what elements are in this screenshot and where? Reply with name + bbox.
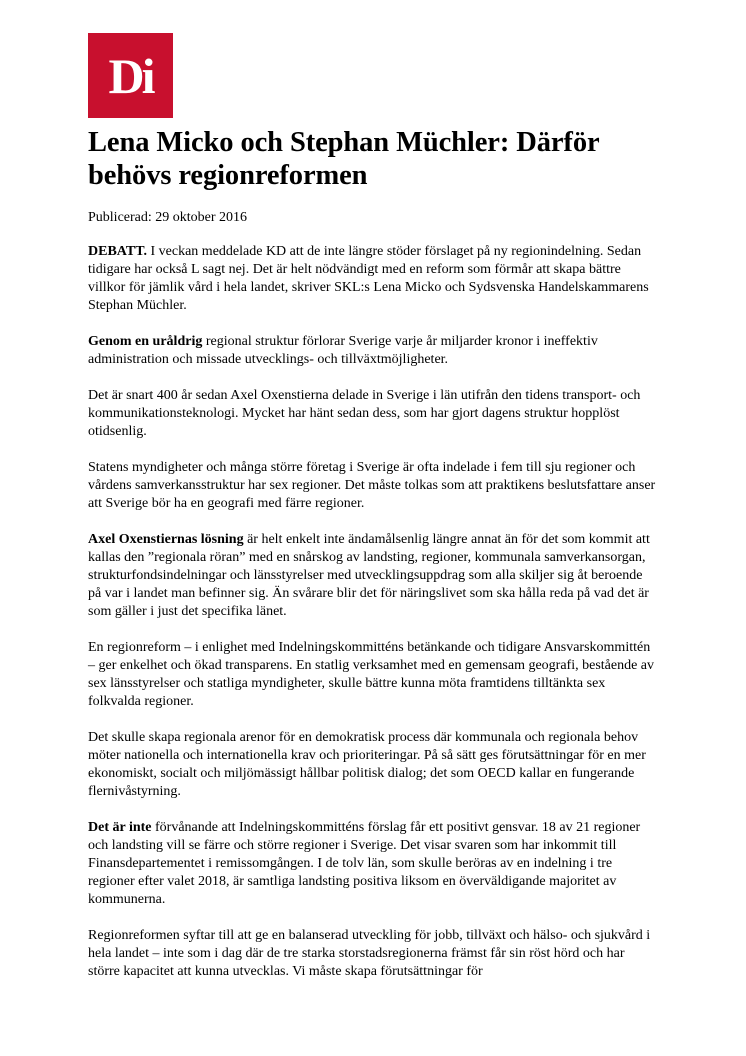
paragraph-text: Statens myndigheter och många större företag i Sverige är ofta indelade i fem till sju regioner och vårdens samverkansstruktur har sex regioner. Det måste tolkas som att praktikens beslutsfattare anser att Sverige bör ha en geografi med färre regioner. — [88, 460, 656, 511]
article-title: Lena Micko och Stephan Müchler: Därför behövs regionreformen — [88, 127, 600, 191]
paragraph-lead: Genom en uråldrig — [88, 334, 203, 349]
paragraph — [88, 531, 658, 621]
paragraph-text: Regionreformen syftar till att ge en balanserad utveckling för jobb, tillväxt och hälso- och sjukvård i hela landet – inte som i dag där de tre starka storstadsregionerna främst får sin röst hörd och har större kapacitet att kunna utvecklas. Vi måste skapa förutsättningar för — [88, 928, 651, 979]
paragraph-lead: Det är inte — [88, 820, 152, 835]
paragraph-text: är helt enkelt inte ändamålsenlig längre annat än för det som kommit att kallas den ”regionala röran” med en snårskog av landsting, regioner, kommunala samverkansorgan, strukturfondsindelningar och länsstyrelser med utvecklingsuppdrag som alla skiljer sig åt beroende på var i landet man befinner sig. Än svårare blir det för näringslivet som ska hålla reda på vad det är som gäller i just det specifika länet. — [88, 532, 650, 619]
paragraph — [88, 729, 658, 801]
publish-date: Publicerad: 29 oktober 2016 — [88, 210, 248, 225]
article-body — [88, 243, 658, 981]
paragraph-text: regional struktur förlorar Sverige varje år miljarder kronor i ineffektiv administration och missade utvecklings- och tillväxtmöjligheter. — [88, 334, 598, 367]
paragraph-text: förvånande att Indelningskommitténs förslag får ett positivt gensvar. 18 av 21 regioner och landsting vill se färre och större regioner i Sverige. Det visar svaren som har inkommit till Finansdepartementet i remissomgången. I de tolv län, som skulle beröras av en indelning i tre regioner efter valet 2018, är samtliga landsting positiva liksom en överväldigande majoritet av kommunerna. — [88, 820, 641, 907]
paragraph — [88, 243, 658, 315]
paragraph-text: Det är snart 400 år sedan Axel Oxenstierna delade in Sverige i län utifrån den tidens transport- och kommunikationsteknologi. Mycket har hänt sedan dess, som har gjort dagens struktur hopplöst otidsenlig. — [88, 388, 641, 439]
paragraph-text: En regionreform – i enlighet med Indelningskommitténs betänkande och tidigare Ansvarskommittén – ger enkelhet och ökad transparens. En statlig verksamhet med en gemensam geografi, bestående av sex länsstyrelser och statliga myndigheter, skulle bättre kunna möta framtidens tilltänkta sex folkvalda regioner. — [88, 640, 655, 709]
paragraph — [88, 639, 658, 711]
paragraph — [88, 387, 658, 441]
paragraph-text: I veckan meddelade KD att de inte längre stöder förslaget på ny regionindelning. Sedan tidigare har också L sagt nej. Det är helt nödvändigt med en reform som förmår att skapa bättre villkor för jämlik vård i hela landet, skriver SKL:s Lena Micko och Sydsvenska Handelskammarens Stephan Müchler. — [88, 244, 649, 313]
paragraph — [88, 819, 658, 909]
paragraph-lead: DEBATT. — [88, 244, 147, 259]
paragraph — [88, 927, 658, 981]
paragraph — [88, 333, 658, 369]
paragraph-lead: Axel Oxenstiernas lösning — [88, 532, 244, 547]
paragraph-text: Det skulle skapa regionala arenor för en demokratisk process där kommunala och regionala behov möter nationella och internationella krav och prioriteringar. På så sätt ges förutsättningar för en mer ekonomiskt, socialt och miljömässigt hållbar politisk dialog; det som OECD kallar en fungerande flernivåstyrning. — [88, 730, 646, 799]
paragraph — [88, 459, 658, 513]
article-page — [88, 33, 658, 999]
di-logo: Di — [88, 33, 173, 118]
